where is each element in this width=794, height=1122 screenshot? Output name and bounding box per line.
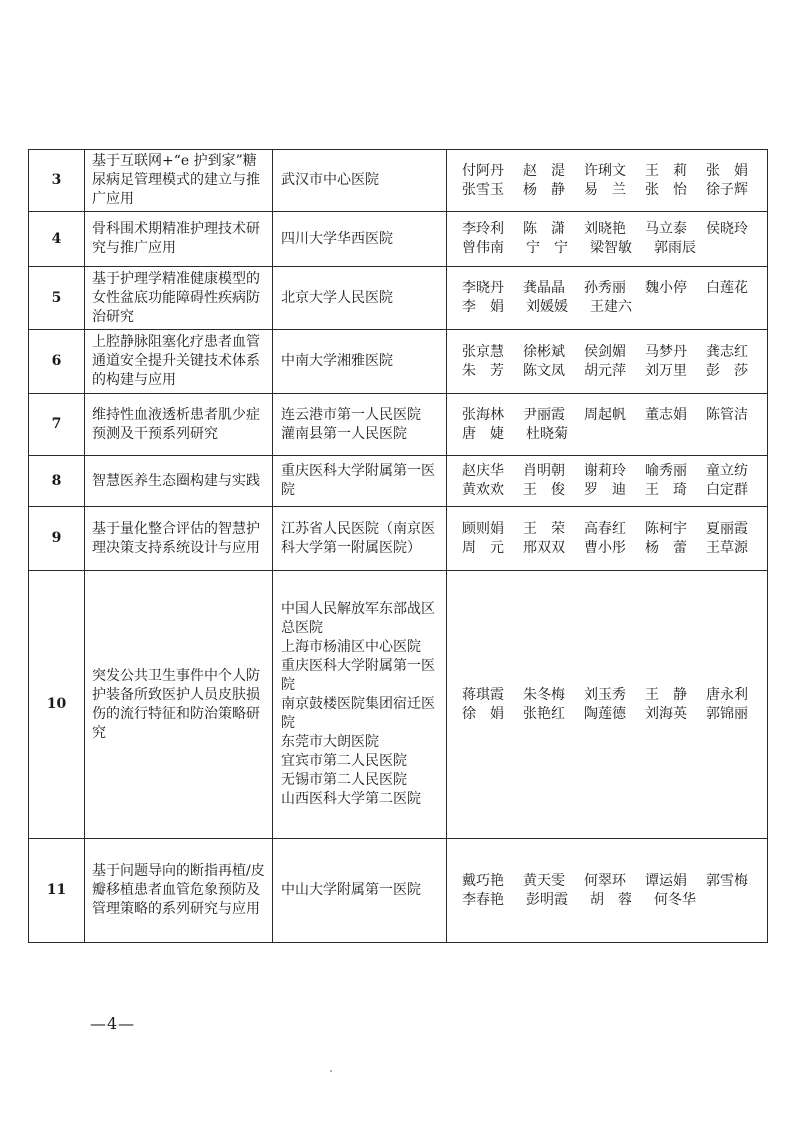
person-name: 周 元	[462, 539, 504, 556]
person-name: 徐子辉	[706, 181, 748, 198]
table-row	[29, 456, 768, 507]
person-name: 何冬华	[654, 891, 696, 908]
person-name: 郭锦丽	[706, 705, 748, 722]
unit-cell	[273, 507, 447, 571]
row-number: 6	[29, 330, 85, 394]
unit-cell	[273, 267, 447, 330]
person-name: 白莲花	[706, 280, 748, 296]
name-line	[462, 220, 767, 239]
person-name: 王草源	[706, 539, 748, 556]
row-number: 11	[29, 839, 85, 943]
person-name: 张 娟	[706, 162, 748, 179]
person-name: 张艳红	[523, 705, 565, 722]
person-name: 魏小停	[645, 280, 687, 296]
person-name: 高春红	[584, 520, 626, 537]
unit-name: 南京鼓楼医院集团宿迁医院	[281, 696, 435, 731]
person-name: 梁智敏	[590, 240, 632, 256]
person-name: 戴巧艳	[462, 872, 504, 889]
person-name: 蒋琪霞	[462, 686, 504, 703]
unit-name: 宜宾市第二人民医院	[281, 753, 407, 769]
person-name: 王 莉	[645, 162, 687, 179]
person-name: 徐 娟	[462, 705, 504, 722]
name-line	[462, 891, 767, 910]
person-name: 龚志红	[706, 343, 748, 360]
unit-cell	[273, 839, 447, 943]
person-name: 彭明霞	[526, 891, 568, 908]
name-line	[462, 406, 767, 425]
project-title: 突发公共卫生事件中个人防护装备所致医护人员皮肤损伤的流行特征和防治策略研究	[85, 571, 273, 839]
unit-name: 四川大学华西医院	[281, 230, 393, 247]
person-name: 童立纺	[706, 463, 748, 479]
person-name: 侯晓玲	[706, 221, 748, 237]
person-name: 刘晓艳	[584, 221, 626, 237]
project-title: 骨科围术期精准护理技术研究与推广应用	[85, 212, 273, 267]
unit-name: 连云港市第一人民医院	[281, 406, 421, 423]
table-row	[29, 839, 768, 943]
person-name: 李春艳	[462, 891, 504, 908]
person-name: 杨 蕾	[645, 539, 687, 556]
project-title: 基于护理学精准健康模型的女性盆底功能障碍性疾病防治研究	[85, 267, 273, 330]
person-name: 张雪玉	[462, 181, 504, 198]
names-cell	[447, 839, 768, 943]
person-name: 周起帆	[584, 406, 626, 423]
person-name: 刘媛媛	[526, 299, 568, 315]
unit-name: 重庆医科大学附属第一医院	[281, 463, 435, 498]
person-name: 刘玉秀	[584, 686, 626, 703]
person-name: 曹小彤	[584, 539, 626, 556]
person-name: 何翠环	[584, 872, 626, 889]
person-name: 罗 迪	[584, 482, 626, 498]
unit-cell	[273, 571, 447, 839]
person-name: 郭雪梅	[706, 872, 748, 889]
names-cell	[447, 571, 768, 839]
person-name: 刘海英	[645, 705, 687, 722]
person-name: 朱 芳	[462, 362, 504, 379]
names-cell	[447, 267, 768, 330]
table-row	[29, 394, 768, 456]
unit-name: 北京大学人民医院	[281, 289, 393, 306]
person-name: 唐永利	[706, 686, 748, 703]
unit-cell	[273, 456, 447, 507]
name-line	[462, 481, 767, 500]
unit-name: 武汉市中心医院	[281, 172, 379, 188]
row-number: 5	[29, 267, 85, 330]
names-cell	[447, 150, 768, 212]
person-name: 马立泰	[645, 221, 687, 237]
person-name: 郭雨辰	[654, 240, 696, 256]
person-name: 杨 静	[523, 181, 565, 198]
table-row	[29, 507, 768, 571]
person-name: 赵庆华	[462, 463, 504, 479]
person-name: 王 静	[645, 686, 687, 703]
award-table	[28, 149, 768, 943]
table-row	[29, 150, 768, 212]
row-number: 7	[29, 394, 85, 456]
person-name: 张海林	[462, 406, 504, 423]
project-title: 维持性血液透析患者肌少症预测及干预系列研究	[85, 394, 273, 456]
name-line	[462, 686, 767, 705]
name-line	[462, 539, 767, 558]
person-name: 许琍文	[584, 162, 626, 179]
person-name: 朱冬梅	[523, 686, 565, 703]
project-title: 基于量化整合评估的智慧护理决策支持系统设计与应用	[85, 507, 273, 571]
person-name: 谢莉玲	[584, 463, 626, 479]
name-line	[462, 343, 767, 362]
person-name: 宁 宁	[526, 240, 568, 256]
person-name: 李晓丹	[462, 280, 504, 296]
name-line	[462, 181, 767, 200]
person-name: 陈管洁	[706, 406, 748, 423]
person-name: 顾则娟	[462, 520, 504, 537]
person-name: 黄天雯	[523, 872, 565, 889]
unit-cell	[273, 330, 447, 394]
person-name: 胡元萍	[584, 362, 626, 379]
name-line	[462, 362, 767, 381]
names-cell	[447, 456, 768, 507]
person-name: 邢双双	[523, 539, 565, 556]
project-title: 基于互联网+“e 护到家”糖尿病足管理模式的建立与推广应用	[85, 150, 273, 212]
person-name: 胡 蓉	[590, 891, 632, 908]
row-number: 4	[29, 212, 85, 267]
project-title: 智慧医养生态圈构建与实践	[85, 456, 273, 507]
person-name: 肖明朝	[523, 463, 565, 479]
person-name: 彭 莎	[706, 362, 748, 379]
person-name: 王建六	[590, 299, 632, 315]
person-name: 马梦丹	[645, 343, 687, 360]
unit-cell	[273, 150, 447, 212]
unit-name: 灌南县第一人民医院	[281, 425, 407, 442]
person-name: 王 荣	[523, 520, 565, 537]
person-name: 曾伟南	[462, 240, 504, 256]
name-line	[462, 279, 767, 298]
person-name: 易 兰	[584, 181, 626, 198]
person-name: 谭运娟	[645, 872, 687, 889]
row-number: 10	[29, 571, 85, 839]
name-line	[462, 520, 767, 539]
table-row	[29, 212, 768, 267]
unit-cell	[273, 212, 447, 267]
person-name: 杜晓菊	[526, 425, 568, 442]
person-name: 陈柯宇	[645, 520, 687, 537]
names-cell	[447, 212, 768, 267]
page-number: —4—	[90, 1014, 136, 1033]
person-name: 王 俊	[523, 482, 565, 498]
name-line	[462, 705, 767, 724]
name-line	[462, 239, 767, 258]
scan-speck	[330, 1070, 332, 1072]
person-name: 龚晶晶	[523, 280, 565, 296]
unit-name: 江苏省人民医院（南京医科大学第一附属医院）	[281, 520, 435, 556]
table-row	[29, 267, 768, 330]
person-name: 黄欢欢	[462, 482, 504, 498]
person-name: 尹丽霞	[523, 406, 565, 423]
row-number: 8	[29, 456, 85, 507]
names-cell	[447, 394, 768, 456]
person-name: 张 怡	[645, 181, 687, 198]
person-name: 李 娟	[462, 299, 504, 315]
unit-name: 中南大学湘雅医院	[281, 353, 393, 369]
unit-name: 无锡市第二人民医院	[281, 772, 407, 788]
names-cell	[447, 507, 768, 571]
person-name: 孙秀丽	[584, 280, 626, 296]
table-body	[29, 150, 768, 943]
names-cell	[447, 330, 768, 394]
person-name: 陈 潇	[523, 221, 565, 237]
unit-name: 中山大学附属第一医院	[281, 882, 421, 898]
person-name: 董志娟	[645, 406, 687, 423]
person-name: 徐彬斌	[523, 343, 565, 360]
name-line	[462, 298, 767, 317]
project-title: 基于问题导向的断指再植/皮瓣移植患者血管危象预防及管理策略的系列研究与应用	[85, 839, 273, 943]
unit-name: 山西医科大学第二医院	[281, 791, 421, 807]
unit-name: 重庆医科大学附属第一医院	[281, 658, 435, 693]
person-name: 李玲利	[462, 221, 504, 237]
name-line	[462, 872, 767, 891]
name-line	[462, 462, 767, 481]
row-number: 9	[29, 507, 85, 571]
unit-cell	[273, 394, 447, 456]
person-name: 白定群	[706, 482, 748, 498]
unit-name: 上海市杨浦区中心医院	[281, 639, 421, 655]
person-name: 赵 湜	[523, 162, 565, 179]
person-name: 唐 婕	[462, 425, 504, 442]
person-name: 陶莲德	[584, 705, 626, 722]
name-line	[462, 162, 767, 181]
person-name: 刘万里	[645, 362, 687, 379]
person-name: 付阿丹	[462, 162, 504, 179]
table-row	[29, 571, 768, 839]
table-row	[29, 330, 768, 394]
person-name: 喻秀丽	[645, 463, 687, 479]
project-title: 上腔静脉阻塞化疗患者血管通道安全提升关键技术体系的构建与应用	[85, 330, 273, 394]
person-name: 张京慧	[462, 343, 504, 360]
unit-name: 中国人民解放军东部战区总医院	[281, 601, 435, 636]
row-number: 3	[29, 150, 85, 212]
person-name: 陈文凤	[523, 362, 565, 379]
name-line	[462, 425, 767, 444]
person-name: 王 琦	[645, 482, 687, 498]
unit-name: 东莞市大朗医院	[281, 734, 379, 750]
person-name: 夏丽霞	[706, 520, 748, 537]
person-name: 侯剑媚	[584, 343, 626, 360]
